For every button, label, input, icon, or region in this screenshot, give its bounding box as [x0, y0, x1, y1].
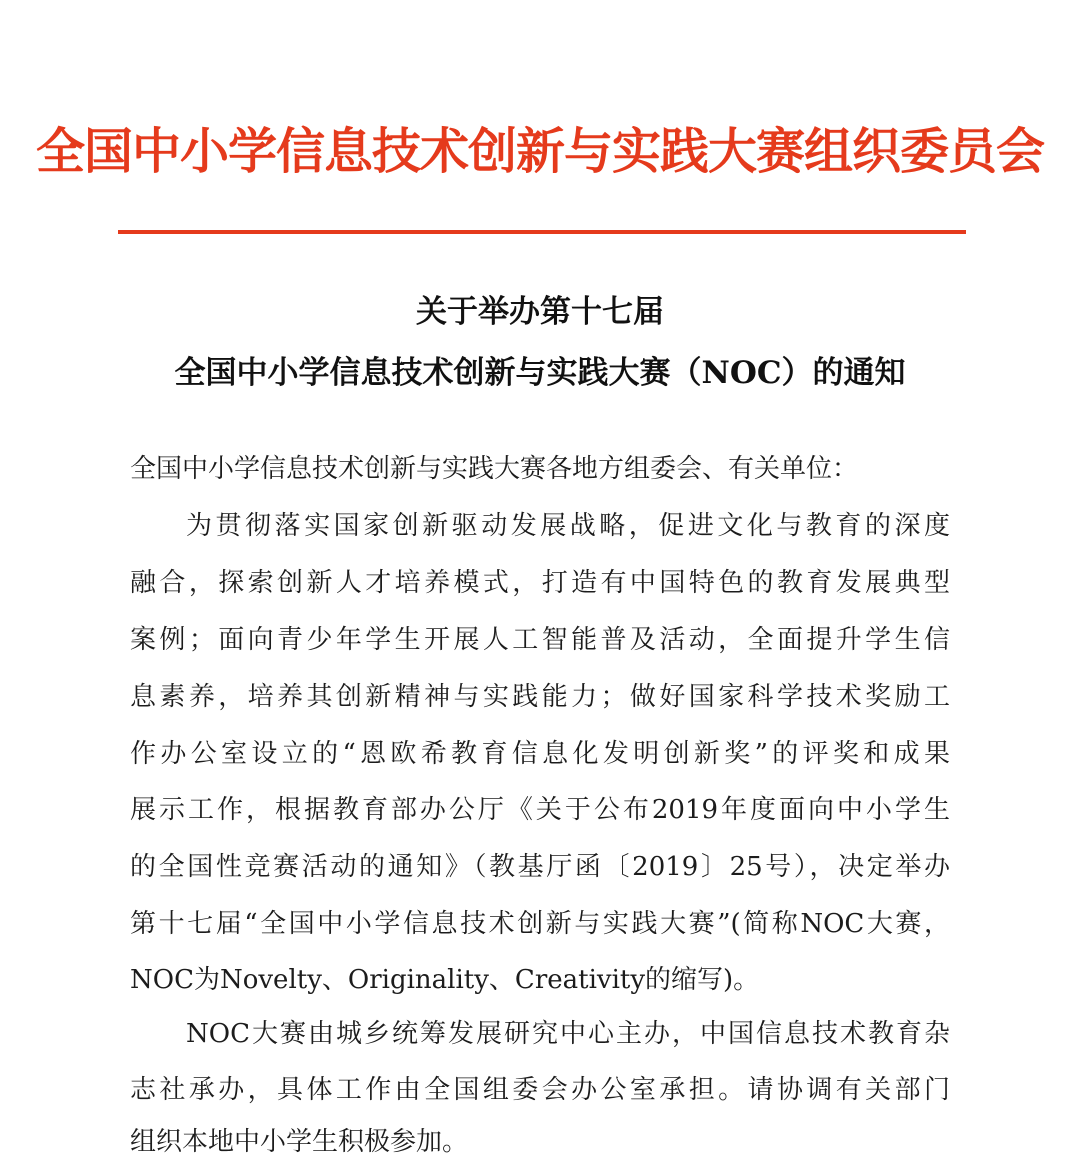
paragraph-1-line: 案例；面向青少年学生开展人工智能普及活动，全面提升学生信: [130, 625, 950, 655]
paragraph-1-line: 作办公室设立的“恩欧希教育信息化发明创新奖”的评奖和成果: [130, 739, 950, 769]
paragraph-2-line: NOC大赛由城乡统筹发展研究中心主办，中国信息技术教育杂: [186, 1019, 950, 1049]
paragraph-2-line: 志社承办，具体工作由全国组委会办公室承担。请协调有关部门: [130, 1075, 950, 1105]
notice-title-line1: 关于举办第十七届: [416, 294, 664, 330]
paragraph-1-line: 展示工作，根据教育部办公厅《关于公布2019年度面向中小学生: [130, 795, 950, 825]
paragraph-2-line: 组织本地中小学生积极参加。: [130, 1127, 469, 1157]
red-divider: [118, 230, 966, 234]
paragraph-1-line: 息素养，培养其创新精神与实践能力；做好国家科学技术奖励工: [130, 682, 950, 712]
org-header: 全国中小学信息技术创新与实践大赛组织委员会: [35, 123, 1044, 180]
paragraph-1-line: 的全国性竞赛活动的通知》（教基厅函〔2019〕25号），决定举办: [130, 852, 950, 882]
paragraph-1-line: 为贯彻落实国家创新驱动发展战略，促进文化与教育的深度: [186, 511, 950, 541]
paragraph-1-line: 融合，探索创新人才培养模式，打造有中国特色的教育发展典型: [130, 568, 950, 598]
paragraph-1-line: 第十七届“全国中小学信息技术创新与实践大赛”(简称NOC大赛，: [130, 909, 950, 939]
notice-title-line2: 全国中小学信息技术创新与实践大赛（NOC）的通知: [174, 355, 906, 391]
paragraph-1-line: NOC为Novelty、Originality、Creativity的缩写)。: [130, 965, 760, 995]
salutation: 全国中小学信息技术创新与实践大赛各地方组委会、有关单位：: [130, 454, 859, 484]
